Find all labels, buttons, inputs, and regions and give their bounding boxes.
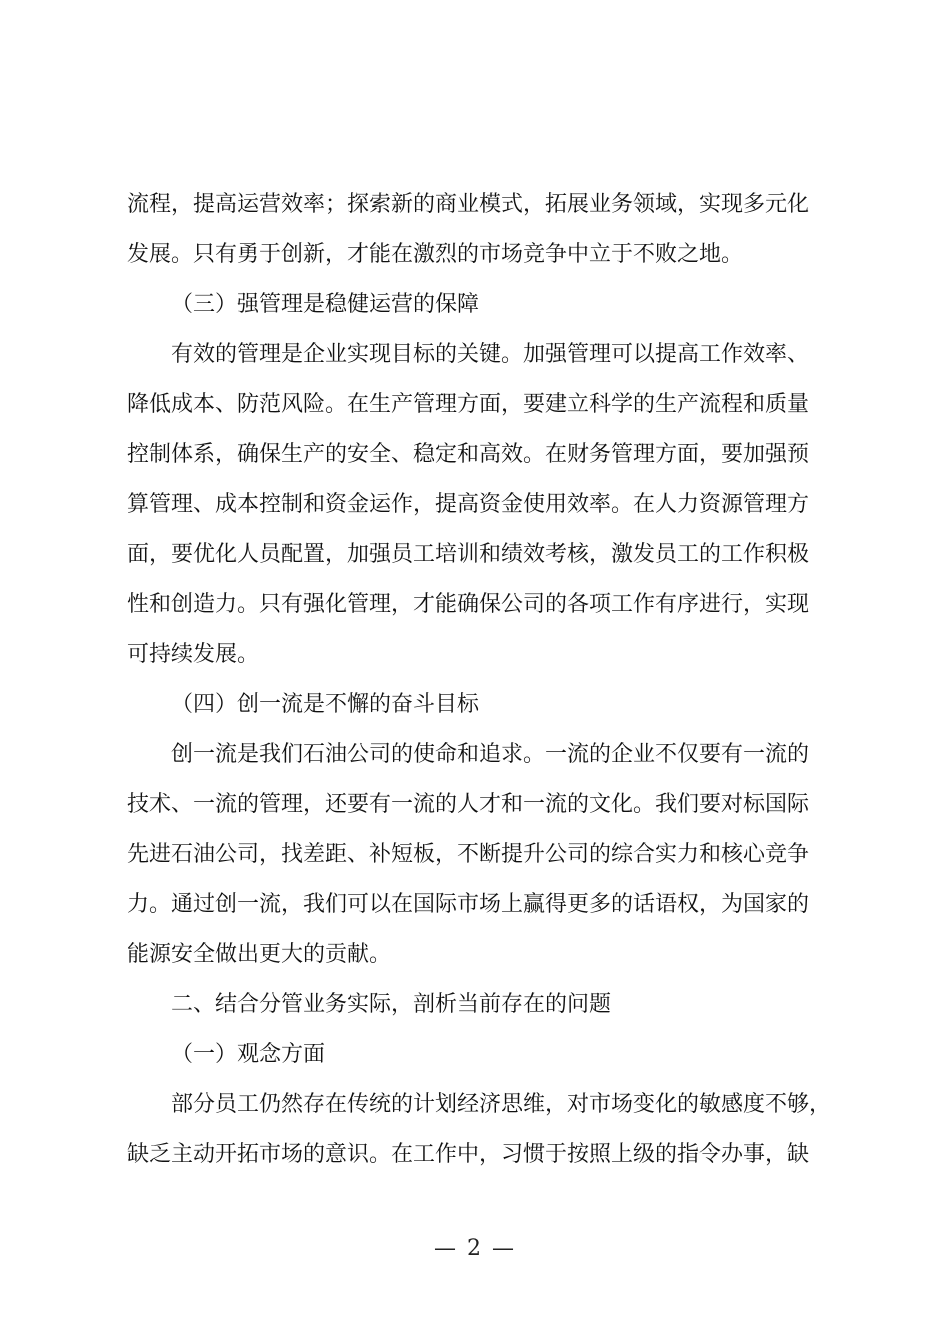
- text-line: 面，要优化人员配置，加强员工培训和绩效考核，激发员工的工作积极: [127, 542, 810, 567]
- text-line: 可持续发展。: [127, 642, 260, 667]
- text-line: 创一流是我们石油公司的使命和追求。一流的企业不仅要有一流的: [171, 742, 810, 767]
- text-line: （四）创一流是不懈的奋斗目标: [171, 692, 480, 717]
- body-text: [127, 180, 839, 1180]
- text-line: 二、结合分管业务实际，剖析当前存在的问题: [171, 992, 612, 1017]
- text-line: 控制体系，确保生产的安全、稳定和高效。在财务管理方面，要加强预: [127, 442, 810, 467]
- text-line: 发展。只有勇于创新，才能在激烈的市场竞争中立于不败之地。: [127, 242, 744, 267]
- text-line: 有效的管理是企业实现目标的关键。加强管理可以提高工作效率、: [171, 342, 810, 367]
- text-line: 算管理、成本控制和资金运作，提高资金使用效率。在人力资源管理方: [127, 492, 810, 517]
- text-line: 技术、一流的管理，还要有一流的人才和一流的文化。我们要对标国际: [127, 792, 810, 817]
- text-line: 降低成本、防范风险。在生产管理方面，要建立科学的生产流程和质量: [127, 392, 810, 417]
- text-line: （一）观念方面: [171, 1042, 326, 1067]
- text-line: （三）强管理是稳健运营的保障: [171, 292, 480, 317]
- text-line: 力。通过创一流，我们可以在国际市场上赢得更多的话语权，为国家的: [127, 892, 810, 917]
- text-line: 能源安全做出更大的贡献。: [127, 942, 392, 967]
- text-line: 性和创造力。只有强化管理，才能确保公司的各项工作有序进行，实现: [127, 592, 810, 617]
- page-number: — 2 —: [434, 1236, 516, 1261]
- text-line: 部分员工仍然存在传统的计划经济思维，对市场变化的敏感度不够，: [171, 1092, 832, 1117]
- text-line: 流程，提高运营效率；探索新的商业模式，拓展业务领域，实现多元化: [127, 192, 810, 217]
- text-line: 先进石油公司，找差距、补短板，不断提升公司的综合实力和核心竞争: [127, 842, 810, 867]
- text-line: 缺乏主动开拓市场的意识。在工作中，习惯于按照上级的指令办事，缺: [127, 1142, 810, 1167]
